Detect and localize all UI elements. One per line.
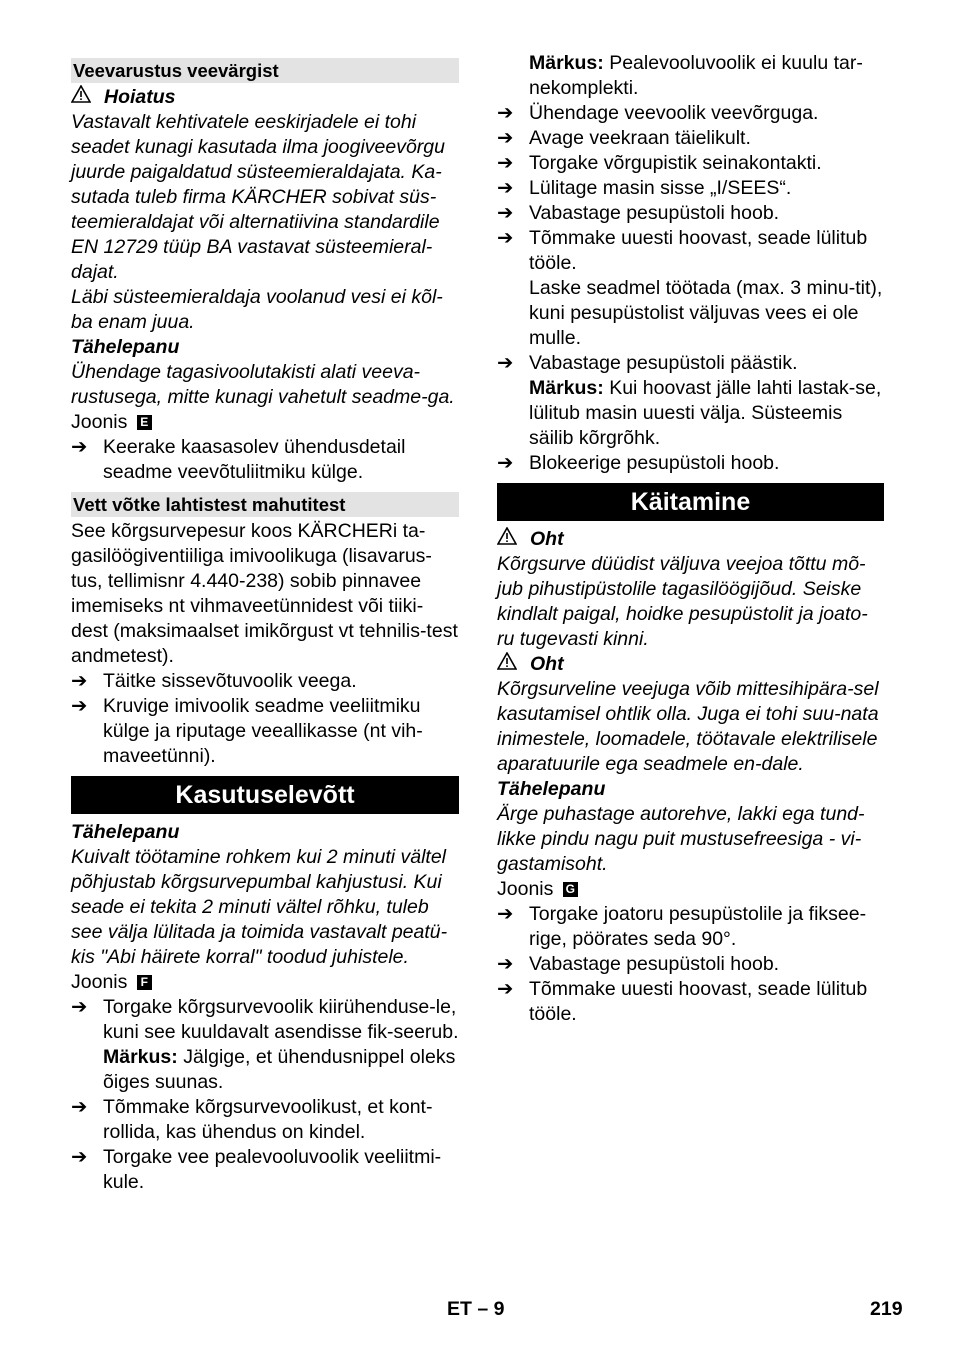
step-item: ➔ Tõmmake kõrgsurvevoolikust, et kont-rollida, kas ühendus on kindel. — [71, 1096, 433, 1143]
danger-title: Oht — [497, 652, 884, 677]
step-item: ➔ Lülitage masin sisse „I/SEES“. — [497, 177, 792, 199]
arrow-icon: ➔ — [497, 352, 514, 374]
step-item: ➔ Vabastage pesupüstoli päästik. — [497, 352, 798, 374]
step-item: ➔ Torgake vee pealevooluvoolik veeliitmi-kule. — [71, 1146, 442, 1193]
figure-reference: Joonis F — [71, 970, 459, 995]
step-item: ➔ Täitke sissevõtuvoolik veega. — [71, 670, 357, 692]
arrow-icon: ➔ — [497, 202, 514, 224]
arrow-icon: ➔ — [71, 670, 88, 692]
danger-text: Kõrgsurve düüdist väljuva veejoa tõttu mõ-jub pihustipüstolile tagasilöögijõud. Seiske kindlalt paigal, hoidke pesupüstolit ja joato-ru tugevasti kinni. — [497, 553, 868, 650]
step-note: Märkus: Kui hoovast jälle lahti lastak-se, lülitub masin uuesti välja. Süsteemis säilib kõrgrõhk. — [529, 377, 882, 449]
footer-section-label: ET – 9 — [447, 1298, 505, 1320]
arrow-icon: ➔ — [497, 903, 514, 925]
arrow-icon: ➔ — [71, 996, 88, 1018]
step-paragraph: Laske seadmel töötada (max. 3 minu-tit), kuni pesupüstolist väljuvas vees ei ole mulle. — [529, 277, 883, 349]
chapter-heading-commissioning: Kasutuselevõtt — [71, 776, 459, 814]
step-item: ➔ Blokeerige pesupüstoli hoob. — [497, 452, 780, 474]
step-item: ➔ Keerake kaasasolev ühendusdetail seadme veevõtuliitmiku külge. — [71, 436, 406, 483]
figure-reference: Joonis E — [71, 410, 459, 435]
arrow-icon: ➔ — [71, 436, 88, 458]
note-title: Tähelepanu — [71, 821, 180, 843]
warning-triangle-icon — [497, 652, 519, 677]
right-column — [497, 51, 884, 1027]
paragraph: See kõrgsurvepesur koos KÄRCHERi ta-gasilöögiventiiliga imivoolikuga (lisavarus-tus, tellimisnr 4.440-238) sobib pinnavee imemiseks nt vihmaveetünnidest või tiiki-dest (maksimaalset imikõrgust vt tehnilis-test andmetest). — [71, 520, 458, 667]
step-item: ➔ Tõmmake uuesti hoovast, seade lülitub tööle. — [497, 978, 868, 1025]
arrow-icon: ➔ — [71, 695, 88, 717]
figure-reference: Joonis G — [497, 877, 884, 902]
step-item: ➔ Ühendage veevoolik veevõrguga. — [497, 102, 819, 124]
warning-triangle-icon — [71, 85, 93, 110]
arrow-icon: ➔ — [497, 227, 514, 249]
warning-triangle-icon — [497, 527, 519, 552]
left-column — [71, 51, 459, 1195]
figure-letter-e: E — [137, 415, 152, 430]
arrow-icon: ➔ — [71, 1096, 88, 1118]
warning-title: Hoiatus — [71, 85, 459, 110]
step-note: Märkus: Pealevooluvoolik ei kuulu tar-nekomplekti. — [529, 52, 863, 99]
step-item: ➔ Kruvige imivoolik seadme veeliitmiku külge ja riputage veeallikasse (nt vih-maveetünni). — [71, 695, 423, 767]
step-item: ➔ Vabastage pesupüstoli hoob. — [497, 953, 780, 975]
step-note: Märkus: Jälgige, et ühendusnippel oleks õiges suunas. — [103, 1046, 456, 1093]
arrow-icon: ➔ — [497, 152, 514, 174]
note-text: Ühendage tagasivoolutakisti alati veeva-rustusega, mitte kunagi vahetult seadme-ga. — [71, 361, 455, 408]
arrow-icon: ➔ — [497, 177, 514, 199]
warning-text: Vastavalt kehtivatele eeskirjadele ei tohi seadet kunagi kasutada ilma joogiveevõrgu juurde paigaldatud süsteemieraldajata. Ka-sutada tuleb firma KÄRCHER sobivat süs-teemieraldajat või alternatiivina standardile EN 12729 tüüp BA vastavat süsteemieral-dajat. — [71, 111, 445, 283]
step-item: ➔ Torgake kõrgsurvevoolik kiirühenduse-le, kuni see kuuldavalt asendisse fik-seerub. — [71, 996, 459, 1043]
arrow-icon: ➔ — [497, 127, 514, 149]
arrow-icon: ➔ — [497, 102, 514, 124]
section-heading-open-containers: Vett võtke lahtistest mahutitest — [71, 492, 459, 517]
figure-letter-g: G — [563, 882, 578, 897]
step-item: ➔ Tõmmake uuesti hoovast, seade lülitub tööle. — [497, 227, 868, 274]
step-item: ➔ Vabastage pesupüstoli hoob. — [497, 202, 780, 224]
arrow-icon: ➔ — [71, 1146, 88, 1168]
danger-title: Oht — [497, 527, 884, 552]
page-number: 219 — [870, 1298, 903, 1320]
step-item: ➔ Torgake võrgupistik seinakontakti. — [497, 152, 822, 174]
arrow-icon: ➔ — [497, 953, 514, 975]
danger-text: Kõrgsurveline veejuga võib mittesihipära-sel kasutamisel ohtlik olla. Juga ei tohi suu-nata inimestele, loomadele, töötavale elektrilisele aparatuurile ega seadmele en-dale. — [497, 678, 879, 775]
note-title: Tähelepanu — [497, 778, 606, 800]
arrow-icon: ➔ — [497, 978, 514, 1000]
note-title: Tähelepanu — [71, 336, 180, 358]
step-item: ➔ Torgake joatoru pesupüstolile ja fiksee-rige, pöörates seda 90°. — [497, 903, 867, 950]
warning-text-2: Läbi süsteemieraldaja voolanud vesi ei kõl-ba enam juua. — [71, 286, 443, 333]
section-heading-water-supply: Veevarustus veevärgist — [71, 58, 459, 83]
figure-letter-f: F — [137, 975, 152, 990]
chapter-heading-operation: Käitamine — [497, 483, 884, 521]
arrow-icon: ➔ — [497, 452, 514, 474]
note-text: Ärge puhastage autorehve, lakki ega tund-likke pindu nagu puit mustusefreesiga - vi-gastamisoht. — [497, 803, 865, 875]
step-item: ➔ Avage veekraan täielikult. — [497, 127, 751, 149]
note-text: Kuivalt töötamine rohkem kui 2 minuti vältel põhjustab kõrgsurvepumbal kahjustusi. Kui seade ei tekita 2 minuti vältel rõhku, tuleb see välja lülitada ja toimida vastavalt peatü-kis "Abi häirete korral" toodud juhistele. — [71, 846, 448, 968]
